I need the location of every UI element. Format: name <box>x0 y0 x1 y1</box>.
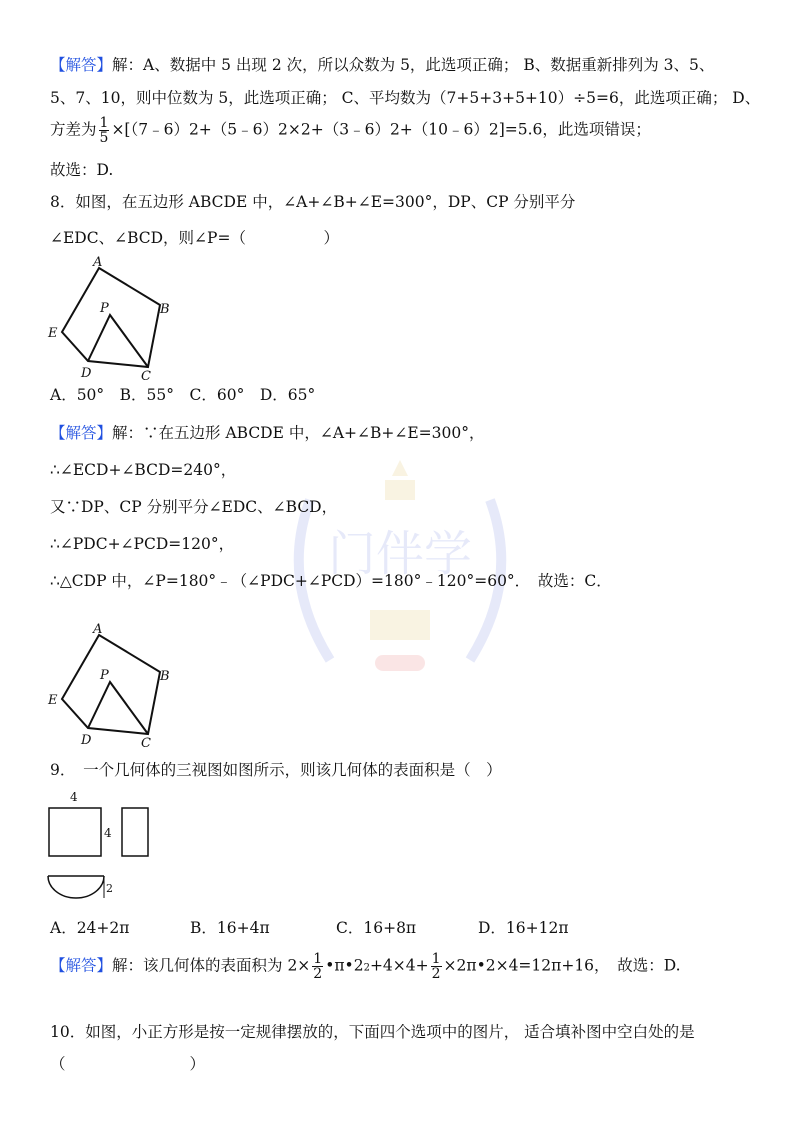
q9-three-view-figure <box>40 788 170 900</box>
label-c: C <box>141 369 151 380</box>
svg-text:门伴学: 门伴学 <box>327 526 473 582</box>
q8-answer-line4: ∴∠PDC+∠PCD=120°， <box>50 535 235 553</box>
q8-stem-line2: ∠EDC、∠BCD，则∠P=（ ） <box>50 229 339 247</box>
svg-text:C: C <box>141 736 151 747</box>
q7-answer-line3: 方差为 $\frac{1}{5}$ ×[（7﹣6）2+（5﹣6）2×2+（3﹣6）2+（10﹣6）2]=5.6，此选项错误； <box>50 115 651 146</box>
svg-text:4: 4 <box>70 790 78 804</box>
svg-text:2: 2 <box>106 882 113 895</box>
q9-option-b: B．16+4π <box>190 919 270 937</box>
q8-answer-line1: 【解答】解：∵在五边形 ABCDE 中，∠A+∠B+∠E=300°， <box>50 424 485 442</box>
q9-option-a: A．24+2π <box>50 919 130 937</box>
svg-text:4: 4 <box>104 826 112 840</box>
label-a: A <box>93 255 103 270</box>
q7-answer-line4: 故选：D. <box>50 161 114 179</box>
q8-answer-line5: ∴△CDP 中，∠P=180°﹣（∠PDC+∠PCD）=180°﹣120°=60°． 故选：C． <box>50 572 612 590</box>
fraction: $\frac{1}{2}$ <box>431 951 441 982</box>
q8-pentagon-figure <box>40 255 180 380</box>
svg-text:E: E <box>48 693 58 708</box>
answer-tag: 【解答】 <box>50 56 113 74</box>
svg-text:D: D <box>81 733 92 747</box>
q8-answer-line3: 又∵DP、CP 分别平分∠EDC、∠BCD， <box>50 498 338 516</box>
q8-stem-line1: 8．如图，在五边形 ABCDE 中，∠A+∠B+∠E=300°，DP、CP 分别平分 <box>50 193 576 211</box>
fraction: $\frac{1}{2}$ <box>313 951 323 982</box>
q9-option-c: C．16+8π <box>336 919 417 937</box>
q9-option-d: D．16+12π <box>478 919 569 937</box>
q10-blank: （ ） <box>50 1055 206 1073</box>
q10-stem: 10．如图，小正方形是按一定规律摆放的，下面四个选项中的图片， 适合填补图中空白处的是 <box>50 1023 695 1041</box>
q7-answer-line1: 【解答】解：A、数据中 5 出现 2 次，所以众数为 5，此选项正确； B、数据重新排列为 3、5、 <box>50 56 715 74</box>
fraction: $\frac{1}{5}$ <box>99 115 109 146</box>
label-e: E <box>48 326 58 341</box>
q8-answer-line2: ∴∠ECD+∠BCD=240°， <box>50 461 237 479</box>
q8-answer-figure <box>40 622 180 747</box>
svg-text:B: B <box>160 669 170 684</box>
label-d: D <box>81 366 92 380</box>
svg-text:P: P <box>100 668 109 683</box>
q9-answer: 【解答】解：该几何体的表面积为 2× $\frac{1}{2}$ •π•22+4×4+ $\frac{1}{2}$ ×2π•2×4=12π+16， 故选：D. <box>50 951 681 982</box>
q7-answer-line2: 5、7、10，则中位数为 5，此选项正确； C、平均数为（7+5+3+5+10）÷5=6，此选项正确； D、 <box>50 89 761 107</box>
q9-stem: 9． 一个几何体的三视图如图所示，则该几何体的表面积是（ ） <box>50 761 502 779</box>
svg-text:A: A <box>93 622 103 637</box>
q8-options: A．50° B．55° C．60° D．65° <box>50 386 316 404</box>
label-p: P <box>100 301 109 316</box>
label-b: B <box>160 302 170 317</box>
